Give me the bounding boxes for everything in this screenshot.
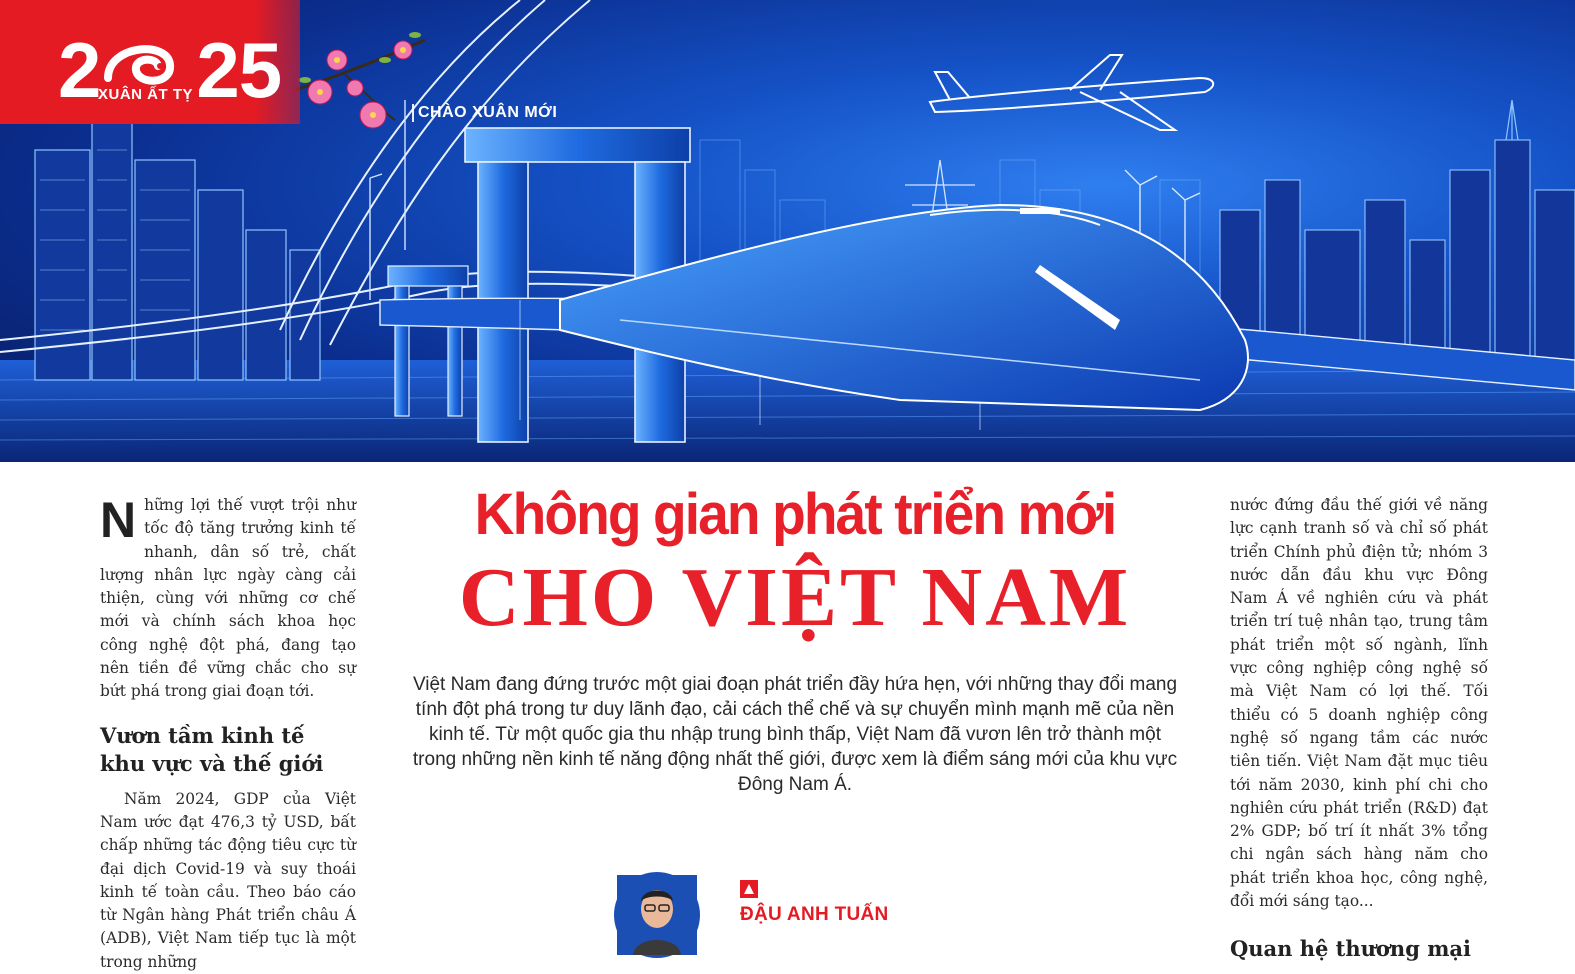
left-column — [100, 494, 356, 974]
author-name: ĐẬU ANH TUẤN — [740, 904, 889, 925]
headline-line-1: Không gian phát triển mới — [474, 482, 1116, 547]
left-subhead: Vươn tầm kinh tế khu vực và thế giới — [100, 722, 324, 776]
center-column — [400, 480, 1190, 925]
right-paragraph: nước đứng đầu thế giới về năng lực cạnh tranh số và chỉ số phát triển Chính phủ điện tử; nhóm 3 nước dẫn đầu khu vực Đông Nam Á về nghiên cứu và phát triển trí tuệ nhân tạo, trung tâm phát triển một số ngành, lĩnh vực công nghiệp công nghệ số mà Việt Nam có lợi thế. Tối thiểu có 5 doanh nghiệp công nghệ số ngang tầm các nước tiên tiến. Việt Nam đặt mục tiêu tới năm 2030, kinh phí chi cho nghiên cứu phát triển (R&D) đạt 2% GDP; bố trí ít nhất 3% tổng chi ngân sách hàng năm cho phát triển khoa học, công nghệ, đổi mới sáng tạo... — [1230, 496, 1488, 911]
article-sapo: Việt Nam đang đứng trước một giai đoạn phát triển đầy hứa hẹn, với những thay đổi mang tính đột phá trong tư duy lãnh đạo, cải cách thể chế và sự chuyển mình mạnh mẽ của nền kinh tế. Từ một quốc gia thu nhập trung bình thấp, Việt Nam đã vươn lên trở thành một trong những nền kinh tế năng động nhất thế giới, được xem là điểm sáng mới của khu vực Đông Nam Á. — [412, 674, 1178, 795]
drop-cap: N — [100, 492, 137, 548]
right-column — [1230, 494, 1488, 973]
author-avatar — [614, 872, 700, 958]
lead-paragraph: Những lợi thế vượt trội như tốc độ tăng trưởng kinh tế nhanh, dân số trẻ, chất lượng nhân lực ngày càng cải thiện, cùng với những cơ chế mới và chính sách khoa học công nghệ đột phá, đang tạo nên tiền đề vững chắc cho sự bứt phá trong giai đoạn tới. — [100, 492, 356, 701]
section-label: CHÀO XUÂN MỚI — [412, 104, 557, 122]
headline-line-2: CHO VIỆT NAM — [458, 551, 1132, 644]
publisher-logo-icon — [740, 880, 758, 898]
hero-banner — [0, 0, 1575, 462]
left-paragraph-2: Năm 2024, GDP của Việt Nam ước đạt 476,3 tỷ USD, bất chấp những tác động tiêu cực từ đại dịch Covid-19 và suy thoái kinh tế toàn cầu. Theo báo cáo từ Ngân hàng Phát triển châu Á (ADB), Việt Nam tiếp tục là một trong những — [100, 789, 356, 971]
snake-icon — [98, 30, 188, 90]
badge-subtitle: XUÂN ẤT TỴ — [98, 86, 193, 103]
badge-year: 2 25 — [58, 26, 282, 114]
right-subhead: Quan hệ thương mại — [1230, 936, 1471, 962]
author-byline — [614, 872, 1014, 952]
year-badge — [0, 0, 300, 124]
